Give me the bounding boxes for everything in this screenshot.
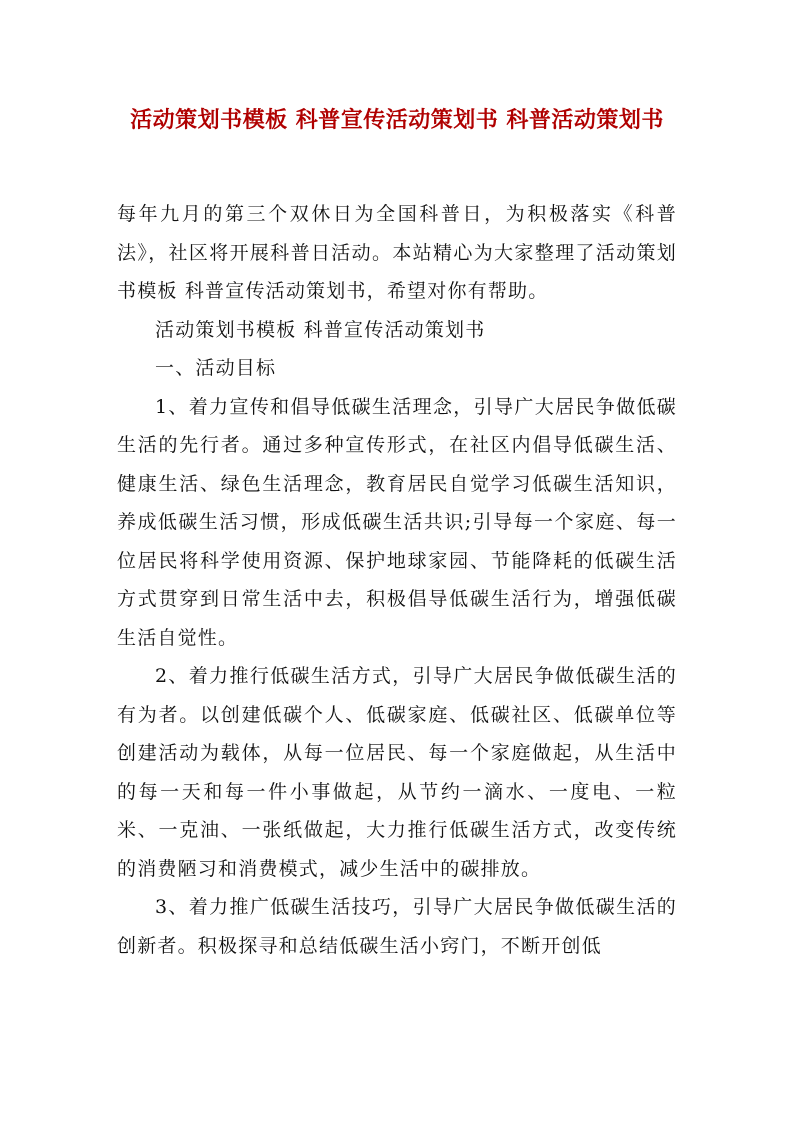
subtitle-paragraph: 活动策划书模板 科普宣传活动策划书 bbox=[155, 318, 486, 341]
goal-paragraph-1: 1、着力宣传和倡导低碳生活理念，引导广大居民争做低碳生活的先行者。通过多种宣传形式，在社区内倡导低碳生活、健康生活、绿色生活理念，教育居民自觉学习低碳生活知识，养成低碳生活习惯，形成低碳生活共识;引导每一个家庭、每一位居民将科学使用资源、保护地球家园、节能降耗的低碳生活方式贯穿到日常生活中去，积极倡导低碳生活行为，增强低碳生活自觉性。 bbox=[117, 395, 677, 649]
goal-paragraph-3: 3、着力推广低碳生活技巧，引导广大居民争做低碳生活的创新者。积极探寻和总结低碳生活小窍门，不断开创低 bbox=[117, 896, 677, 957]
section-heading-goals: 一、活动目标 bbox=[155, 357, 277, 379]
document-title: 活动策划书模板 科普宣传活动策划书 科普活动策划书 bbox=[130, 107, 664, 133]
goal-paragraph-2: 2、着力推行低碳生活方式，引导广大居民争做低碳生活的有为者。以创建低碳个人、低碳家庭、低碳社区、低碳单位等创建活动为载体，从每一位居民、每一个家庭做起，从生活中的每一天和每一件小事做起，从节约一滴水、一度电、一粒米、一克油、一张纸做起，大力推行低碳生活方式，改变传统的消费陋习和消费模式，减少生活中的碳排放。 bbox=[117, 665, 677, 880]
document-body bbox=[117, 195, 677, 965]
intro-paragraph: 每年九月的第三个双休日为全国科普日，为积极落实《科普法》，社区将开展科普日活动。本站精心为大家整理了活动策划书模板 科普宣传活动策划书，希望对你有帮助。 bbox=[117, 203, 677, 302]
